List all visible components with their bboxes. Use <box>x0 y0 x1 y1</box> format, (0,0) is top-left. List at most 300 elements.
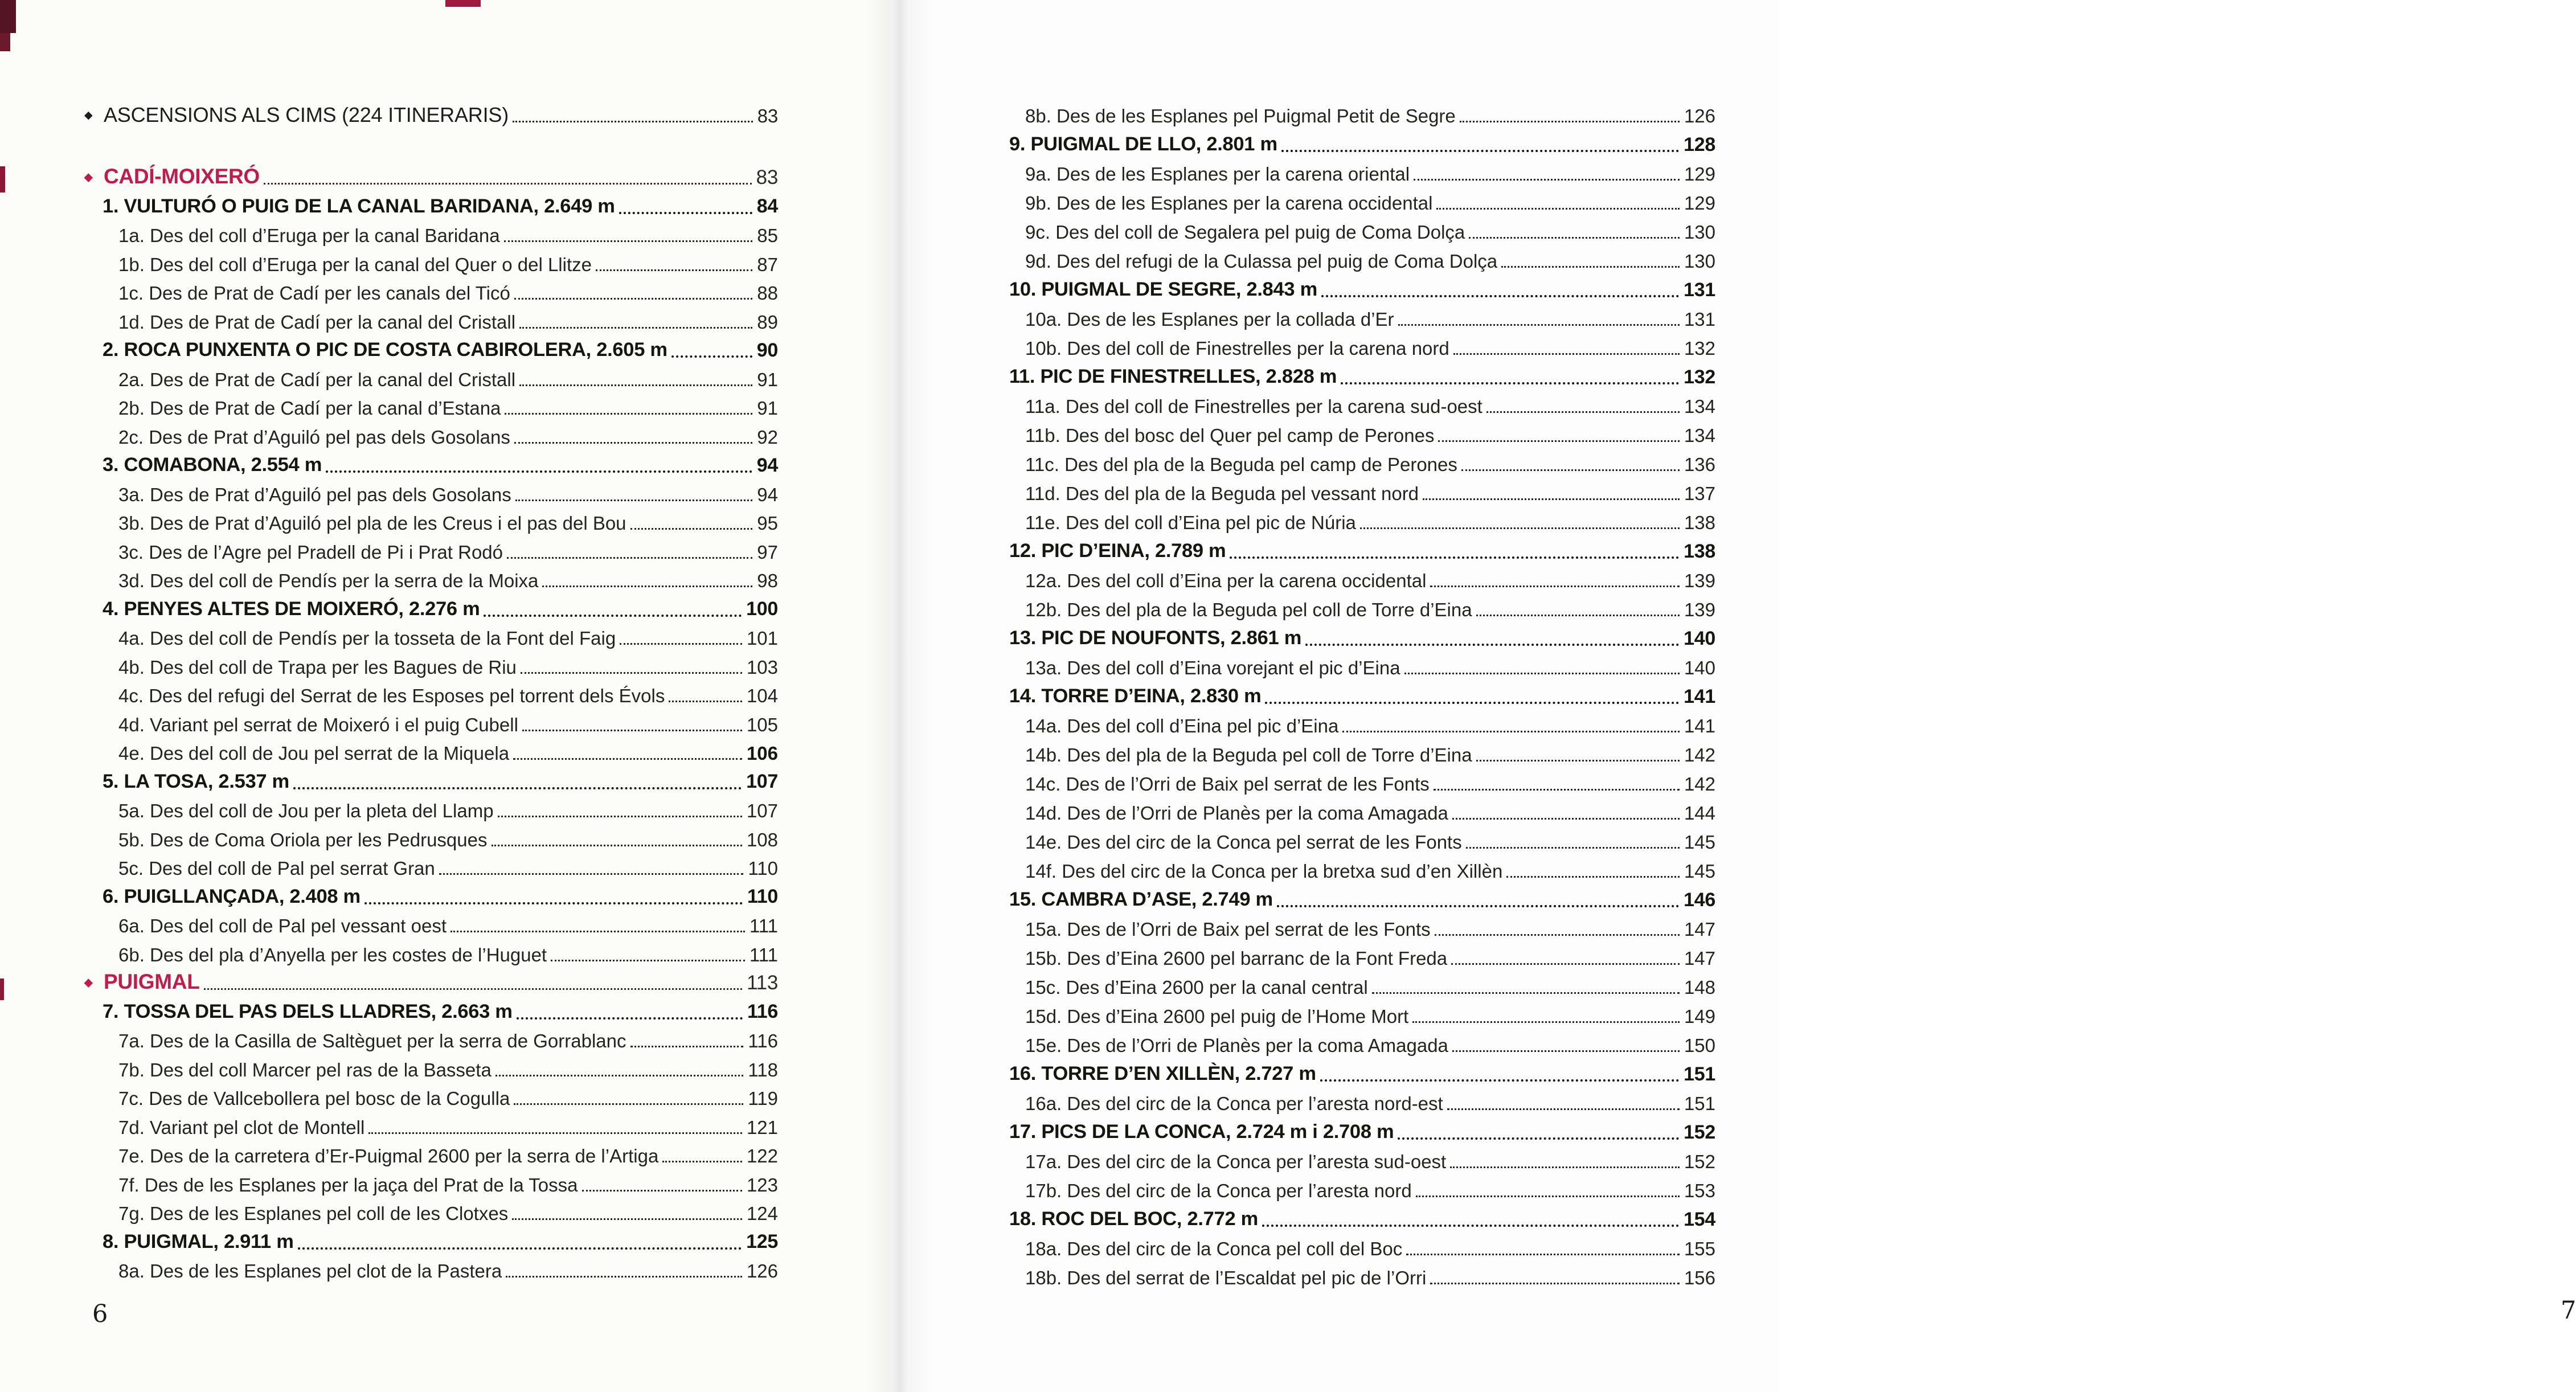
dot-leader <box>1230 556 1679 559</box>
dot-leader <box>514 442 752 444</box>
toc-entry-label: 9d. Des del refugi de la Culassa pel puig de Coma Dolça <box>1025 251 1498 272</box>
toc-entry-page: 116 <box>747 1001 778 1023</box>
toc-entry-page: 141 <box>1684 715 1715 737</box>
toc-entry-label: 7d. Variant pel clot de Montell <box>118 1116 365 1138</box>
dot-leader <box>492 845 742 846</box>
dot-leader <box>1305 644 1679 646</box>
toc-entry-label: 3b. Des de Prat d’Aguiló pel pla de les Creus i el pas del Bou <box>118 513 626 534</box>
toc-entry-page: 128 <box>1684 133 1715 155</box>
toc-entry <box>991 1231 1715 1260</box>
toc-entry-label: 7. TOSSA DEL PAS DELS LLADRES, 2.663 m <box>103 1000 513 1022</box>
toc-entry-label: 1a. Des del coll d’Eruga per la canal Baridana <box>118 225 500 247</box>
toc-entry-page: 95 <box>757 513 778 534</box>
dot-leader <box>582 1190 742 1192</box>
toc-entry <box>84 1139 778 1168</box>
toc-entry <box>991 621 1715 650</box>
toc-entry-label: 11d. Des del pla de la Beguda pel vessant nord <box>1025 483 1419 505</box>
dot-leader <box>1447 1108 1680 1110</box>
dot-leader <box>630 528 753 530</box>
toc-entry-page: 138 <box>1684 540 1715 562</box>
dot-leader <box>1501 266 1680 268</box>
toc-entry-page: 147 <box>1684 948 1715 969</box>
toc-entry <box>84 362 778 391</box>
dot-leader <box>1460 121 1680 122</box>
toc-entry <box>84 1196 778 1225</box>
toc-entry-page: 111 <box>749 915 778 937</box>
dot-leader <box>519 327 752 329</box>
toc-entry-label: 11c. Des del pla de la Beguda pel camp de Perones <box>1025 454 1457 476</box>
dot-leader <box>1453 353 1680 355</box>
dot-leader <box>671 355 752 358</box>
toc-entry-label: 18b. Des del serrat de l’Escaldat pel pic de l’Orri <box>1025 1267 1427 1289</box>
dot-leader <box>1461 469 1680 471</box>
dot-leader <box>1341 382 1679 384</box>
toc-entry <box>84 649 778 678</box>
toc-entry-label: 10a. Des de les Esplanes per la collada d’Er <box>1025 309 1394 330</box>
toc-entry-page: 107 <box>746 771 778 793</box>
toc-entry-page: 91 <box>757 369 778 390</box>
toc-entry-label: 2b. Des de Prat de Cadí per la canal d’Estana <box>118 398 501 419</box>
dot-leader <box>1277 905 1679 907</box>
page-right <box>890 0 2576 1392</box>
toc-entry-label: 6a. Des del coll de Pal pel vessant oest <box>118 915 447 937</box>
toc-entry <box>84 1254 778 1283</box>
toc-entry-page: 92 <box>757 426 778 448</box>
dot-leader <box>620 643 742 645</box>
toc-entry <box>991 1027 1715 1057</box>
toc-entry-page: 119 <box>748 1088 778 1109</box>
dot-leader <box>507 557 752 559</box>
toc-entry <box>84 1081 778 1110</box>
toc-entry <box>991 563 1715 592</box>
dot-leader <box>515 500 753 501</box>
toc-entry <box>991 824 1715 853</box>
toc-entry-label: 18a. Des del circ de la Conca pel coll del Boc <box>1025 1238 1403 1260</box>
toc-entry <box>84 247 778 276</box>
toc-entry <box>991 272 1715 301</box>
toc-entry-label: ASCENSIONS ALS CIMS (224 ITINERARIS) <box>104 103 509 127</box>
toc-entry-page: 126 <box>746 1260 778 1282</box>
dot-leader <box>542 586 752 587</box>
toc-entry-page: 88 <box>757 283 778 304</box>
diamond-bullet-icon: ◆ <box>84 109 93 121</box>
toc-entry-label: 15. CAMBRA D’ASE, 2.749 m <box>1009 889 1273 911</box>
dot-leader <box>504 240 753 242</box>
toc-entry <box>991 301 1715 330</box>
toc-entry-label: 1. VULTURÓ O PUIG DE LA CANAL BARIDANA, 2.649 m <box>103 195 615 217</box>
toc-entry-page: 87 <box>757 253 778 275</box>
toc-entry-label: 9b. Des de les Esplanes per la carena occidental <box>1025 193 1433 214</box>
toc-entry-label: 17b. Des del circ de la Conca per l’aresta nord <box>1025 1180 1412 1202</box>
toc-entry <box>84 98 778 127</box>
toc-entry-page: 98 <box>757 570 778 592</box>
dot-leader <box>1452 1050 1680 1052</box>
toc-entry <box>991 1260 1715 1289</box>
dot-leader <box>1506 876 1680 878</box>
dot-leader <box>1451 963 1680 965</box>
toc-entry-label: 14c. Des de l’Orri de Baix pel serrat de les Fonts <box>1025 773 1430 795</box>
toc-entry-label: 9c. Des del coll de Segalera pel puig de Coma Dolça <box>1025 222 1465 243</box>
dot-leader <box>1466 847 1680 849</box>
toc-entry <box>991 447 1715 476</box>
toc-entry-label: 15d. Des d’Eina 2600 pel puig de l’Home Mort <box>1025 1006 1409 1027</box>
toc-entry <box>991 795 1715 824</box>
dot-leader <box>1476 615 1680 616</box>
dot-leader <box>326 470 752 473</box>
toc-entry <box>991 882 1715 911</box>
dot-leader <box>1486 411 1680 413</box>
toc-entry-label: 17a. Des del circ de la Conca per l’aresta sud-oest <box>1025 1151 1447 1173</box>
dot-leader <box>519 384 752 386</box>
dot-leader <box>521 672 742 674</box>
toc-entry-label: 4b. Des del coll de Trapa per les Bagues de Riu <box>118 656 517 678</box>
toc-entry-label: 4a. Des del coll de Pendís per la tosseta de la Font del Faig <box>118 628 616 649</box>
toc-entry-page: 137 <box>1684 483 1715 505</box>
toc-entry-label: CADÍ-MOIXERÓ <box>104 165 260 189</box>
toc-entry-label: 9. PUIGMAL DE LLO, 2.801 m <box>1009 133 1277 155</box>
toc-entry-label: 14b. Des del pla de la Beguda pel coll de Torre d’Eina <box>1025 744 1472 766</box>
toc-entry <box>991 330 1715 359</box>
toc-entry <box>84 477 778 506</box>
toc-entry <box>84 1023 778 1053</box>
toc-entry-page: 106 <box>746 743 778 764</box>
toc-left-column <box>84 98 778 1282</box>
toc-entry-page: 140 <box>1684 657 1715 679</box>
page-number-left: 6 <box>92 1300 108 1328</box>
toc-entry <box>84 994 778 1023</box>
toc-entry-label: 15c. Des d’Eina 2600 per la canal central <box>1025 977 1368 998</box>
toc-entry-page: 149 <box>1684 1006 1715 1027</box>
toc-entry <box>991 156 1715 185</box>
toc-entry <box>991 417 1715 447</box>
toc-entry-page: 131 <box>1684 309 1715 330</box>
toc-entry-page: 136 <box>1684 454 1715 476</box>
toc-entry-page: 142 <box>1684 744 1715 766</box>
page-number-right: 7 <box>2561 1296 2576 1325</box>
toc-entry-page: 150 <box>1684 1035 1715 1057</box>
dot-leader <box>365 902 743 904</box>
toc-entry-label: 1b. Des del coll d’Eruga per la canal del Quer o del Llitze <box>118 253 592 275</box>
toc-entry <box>84 1109 778 1139</box>
toc-entry-page: 151 <box>1684 1063 1715 1085</box>
toc-entry-page: 152 <box>1684 1121 1715 1143</box>
toc-entry-label: 6b. Des del pla d’Anyella per les costes de l’Huguet <box>118 944 547 965</box>
toc-entry-label: 14d. Des de l’Orri de Planès per la coma Amagada <box>1025 803 1448 824</box>
toc-entry-label: PUIGMAL <box>104 970 200 994</box>
dot-leader <box>204 988 743 990</box>
toc-entry-label: 6. PUIGLLANÇADA, 2.408 m <box>103 885 361 907</box>
toc-entry <box>84 851 778 880</box>
toc-entry-page: 83 <box>757 105 778 126</box>
page-left <box>0 0 890 1392</box>
toc-entry-label: 5a. Des del coll de Jou per la pleta del Llamp <box>118 800 494 822</box>
toc-entry-label: 3. COMABONA, 2.554 m <box>103 454 322 476</box>
toc-entry <box>84 1052 778 1081</box>
toc-entry <box>84 908 778 937</box>
toc-entry-label: 14f. Des del circ de la Conca per la bretxa sud d’en Xillèn <box>1025 861 1503 882</box>
dot-leader <box>1450 1166 1680 1168</box>
toc-entry-page: 147 <box>1684 919 1715 940</box>
toc-entry-page: 126 <box>1684 105 1715 127</box>
dot-leader <box>1404 673 1680 674</box>
toc-entry-label: 3a. Des de Prat d’Aguiló pel pas dels Gosolans <box>118 484 511 505</box>
dot-leader <box>1423 498 1680 500</box>
toc-entry <box>991 185 1715 214</box>
toc-entry <box>84 736 778 765</box>
toc-entry <box>991 592 1715 621</box>
toc-entry-page: 123 <box>746 1174 778 1196</box>
dot-leader <box>1416 1196 1680 1197</box>
toc-entry <box>84 161 778 190</box>
dot-leader <box>1281 150 1679 152</box>
toc-entry <box>991 853 1715 882</box>
toc-entry <box>84 276 778 305</box>
toc-entry-label: 2c. Des de Prat d’Aguiló pel pas dels Gosolans <box>118 426 510 448</box>
toc-entry-page: 100 <box>746 598 778 620</box>
dot-leader <box>506 1276 742 1278</box>
toc-entry-label: 4d. Variant pel serrat de Moixeró i el puig Cubell <box>118 714 518 735</box>
toc-entry-label: 2. ROCA PUNXENTA O PIC DE COSTA CABIROLERA, 2.605 m <box>103 339 667 361</box>
dot-leader <box>517 1017 743 1020</box>
dot-leader <box>1438 440 1679 442</box>
toc-entry-page: 132 <box>1684 366 1715 388</box>
toc-entry-label: 3d. Des del coll de Pendís per la serra de la Moixa <box>118 570 539 592</box>
toc-entry-page: 121 <box>746 1116 778 1138</box>
toc-entry-label: 15e. Des de l’Orri de Planès per la coma Amagada <box>1025 1035 1448 1057</box>
diamond-bullet-icon: ◆ <box>84 171 93 184</box>
toc-entry <box>84 879 778 908</box>
dot-leader <box>669 701 742 702</box>
dot-leader <box>1412 1021 1680 1023</box>
toc-section-gap <box>84 127 778 161</box>
toc-entry-label: 10. PUIGMAL DE SEGRE, 2.843 m <box>1009 279 1317 301</box>
dot-leader <box>522 730 742 731</box>
dot-leader <box>439 873 744 875</box>
toc-entry <box>991 214 1715 243</box>
dot-leader <box>1321 295 1679 297</box>
toc-entry-page: 156 <box>1684 1267 1715 1289</box>
toc-entry-label: 14e. Des del circ de la Conca pel serrat de les Fonts <box>1025 832 1462 853</box>
toc-entry-page: 91 <box>757 398 778 419</box>
toc-entry-label: 4. PENYES ALTES DE MOIXERÓ, 2.276 m <box>103 597 480 620</box>
diamond-bullet-icon: ◆ <box>84 977 93 989</box>
toc-entry <box>991 476 1715 505</box>
toc-entry-page: 103 <box>746 656 778 678</box>
dot-leader <box>1398 1137 1679 1140</box>
dot-leader <box>1360 527 1680 529</box>
dot-leader <box>451 931 745 932</box>
toc-entry-label: 10b. Des del coll de Finestrelles per la carena nord <box>1025 338 1449 359</box>
dot-leader <box>551 960 745 961</box>
toc-entry-label: 3c. Des de l’Agre pel Pradell de Pi i Prat Rodó <box>118 541 503 563</box>
toc-entry-page: 125 <box>746 1231 778 1253</box>
dot-leader <box>1434 789 1680 791</box>
toc-entry-label: 16. TORRE D’EN XILLÈN, 2.727 m <box>1009 1063 1316 1085</box>
toc-entry <box>84 304 778 333</box>
toc-entry-page: 139 <box>1684 570 1715 592</box>
toc-entry-page: 140 <box>1684 627 1715 649</box>
toc-entry-page: 151 <box>1684 1093 1715 1115</box>
toc-entry-label: 9a. Des de les Esplanes per la carena oriental <box>1025 163 1410 185</box>
dot-leader <box>630 1046 744 1047</box>
toc-entry-page: 154 <box>1684 1208 1715 1230</box>
toc-entry <box>991 1115 1715 1144</box>
toc-entry <box>84 707 778 736</box>
dot-leader <box>298 1247 742 1250</box>
toc-entry-page: 101 <box>746 628 778 649</box>
toc-entry-page: 89 <box>757 311 778 333</box>
toc-entry-page: 94 <box>756 454 778 476</box>
toc-entry-page: 116 <box>748 1030 778 1052</box>
toc-entry <box>991 679 1715 708</box>
toc-entry-page: 85 <box>757 225 778 247</box>
toc-entry <box>84 333 778 362</box>
toc-entry-label: 7g. Des de les Esplanes pel coll de les Clotxes <box>118 1203 509 1225</box>
dot-leader <box>498 816 742 817</box>
toc-entry <box>991 1144 1715 1173</box>
toc-entry <box>84 448 778 477</box>
toc-entry-page: 108 <box>746 829 778 850</box>
toc-entry <box>991 998 1715 1027</box>
dot-leader <box>1435 934 1680 936</box>
toc-entry-page: 90 <box>756 339 778 361</box>
toc-entry-page: 145 <box>1684 832 1715 853</box>
toc-entry-page: 107 <box>746 800 778 822</box>
toc-entry-page: 94 <box>757 484 778 505</box>
toc-entry-page: 132 <box>1684 338 1715 359</box>
toc-entry <box>84 1167 778 1196</box>
toc-entry-label: 14a. Des del coll d’Eina pel pic d’Eina <box>1025 715 1339 737</box>
toc-entry-label: 11b. Des del bosc del Quer pel camp de Perones <box>1025 425 1435 447</box>
toc-entry <box>991 534 1715 563</box>
toc-entry <box>84 391 778 420</box>
dot-leader <box>619 212 752 214</box>
toc-entry-label: 7f. Des de les Esplanes per la jaça del Prat de la Tossa <box>118 1174 578 1196</box>
toc-entry-label: 11. PIC DE FINESTRELLES, 2.828 m <box>1009 366 1337 388</box>
toc-entry-page: 130 <box>1684 222 1715 243</box>
dot-leader <box>1430 1283 1680 1284</box>
toc-entry <box>991 1086 1715 1115</box>
toc-entry-page: 129 <box>1684 193 1715 214</box>
toc-entry <box>84 419 778 448</box>
dot-leader <box>1452 818 1680 820</box>
toc-entry-label: 7c. Des de Vallcebollera pel bosc de la Cogulla <box>118 1088 510 1109</box>
dot-leader <box>484 615 742 617</box>
toc-entry-label: 2a. Des de Prat de Cadí per la canal del Cristall <box>118 369 516 390</box>
dot-leader <box>514 1103 743 1105</box>
toc-entry-page: 110 <box>748 858 778 879</box>
toc-entry-label: 18. ROC DEL BOC, 2.772 m <box>1009 1208 1258 1230</box>
toc-entry-label: 5. LA TOSA, 2.537 m <box>103 770 289 792</box>
toc-entry <box>991 98 1715 127</box>
toc-entry <box>991 650 1715 679</box>
toc-entry <box>84 563 778 592</box>
toc-entry-label: 5c. Des del coll de Pal pel serrat Gran <box>118 858 435 879</box>
toc-entry-page: 97 <box>757 541 778 563</box>
dot-leader <box>512 1218 742 1220</box>
toc-entry <box>991 737 1715 766</box>
dot-leader <box>1320 1079 1679 1082</box>
toc-entry-page: 153 <box>1684 1180 1715 1202</box>
toc-entry <box>84 1225 778 1254</box>
dot-leader <box>1342 731 1680 732</box>
toc-entry-page: 142 <box>1684 773 1715 795</box>
toc-entry <box>991 1202 1715 1231</box>
dot-leader <box>505 413 752 415</box>
toc-entry-page: 105 <box>746 714 778 735</box>
toc-entry-label: 14. TORRE D’EINA, 2.830 m <box>1009 685 1262 707</box>
toc-entry-label: 8a. Des de les Esplanes pel clot de la Pastera <box>118 1260 502 1282</box>
toc-entry-page: 122 <box>746 1145 778 1167</box>
dot-leader <box>293 787 742 789</box>
toc-entry-label: 15a. Des de l’Orri de Baix pel serrat de les Fonts <box>1025 919 1431 940</box>
toc-entry <box>991 766 1715 795</box>
toc-entry-page: 155 <box>1684 1238 1715 1260</box>
dot-leader <box>1430 586 1680 587</box>
toc-entry-label: 4e. Des del coll de Jou pel serrat de la Miquela <box>118 743 510 764</box>
toc-entry-label: 12b. Des del pla de la Beguda pel coll de Torre d’Eina <box>1025 599 1472 621</box>
toc-entry-page: 131 <box>1684 279 1715 301</box>
dot-leader <box>368 1132 742 1134</box>
dot-leader <box>1476 760 1680 761</box>
toc-entry-page: 134 <box>1684 396 1715 417</box>
toc-entry <box>991 940 1715 969</box>
toc-entry <box>991 127 1715 156</box>
toc-entry-label: 4c. Des del refugi del Serrat de les Esposes pel torrent dels Évols <box>118 685 665 707</box>
toc-entry-label: 15b. Des d’Eina 2600 pel barranc de la Font Freda <box>1025 948 1448 969</box>
dot-leader <box>662 1161 742 1162</box>
toc-entry-page: 84 <box>756 195 778 218</box>
toc-entry-page: 141 <box>1684 685 1715 707</box>
toc-entry-page: 148 <box>1684 977 1715 998</box>
dot-leader <box>1469 237 1680 239</box>
toc-entry <box>84 621 778 650</box>
dot-leader <box>513 121 753 122</box>
toc-entry <box>991 359 1715 388</box>
toc-entry <box>84 534 778 563</box>
dot-leader <box>1262 1225 1679 1227</box>
toc-entry-page: 139 <box>1684 599 1715 621</box>
toc-entry-page: 130 <box>1684 251 1715 272</box>
toc-entry <box>84 678 778 707</box>
dot-leader <box>1372 992 1680 994</box>
toc-entry-label: 11a. Des del coll de Finestrelles per la carena sud-oest <box>1025 396 1482 417</box>
toc-entry-page: 111 <box>749 944 778 965</box>
toc-entry-page: 134 <box>1684 425 1715 447</box>
toc-entry-label: 8. PUIGMAL, 2.911 m <box>103 1230 294 1252</box>
toc-entry-page: 110 <box>747 886 778 908</box>
dot-leader <box>514 298 752 300</box>
toc-entry-label: 17. PICS DE LA CONCA, 2.724 m i 2.708 m <box>1009 1121 1394 1143</box>
toc-entry-page: 146 <box>1684 889 1715 911</box>
toc-entry-label: 11e. Des del coll d’Eina pel pic de Núria <box>1025 512 1356 534</box>
toc-entry-label: 12a. Des del coll d’Eina per la carena occidental <box>1025 570 1427 592</box>
toc-entry-label: 7b. Des del coll Marcer pel ras de la Basseta <box>118 1059 492 1080</box>
toc-entry <box>84 189 778 218</box>
toc-entry-label: 13a. Des del coll d’Eina vorejant el pic d’Eina <box>1025 657 1400 679</box>
toc-entry-page: 113 <box>747 971 778 994</box>
toc-entry <box>84 793 778 822</box>
toc-entry-page: 104 <box>746 685 778 707</box>
toc-entry <box>991 1057 1715 1086</box>
toc-entry <box>84 764 778 793</box>
toc-entry-label: 5b. Des de Coma Oriola per les Pedrusques <box>118 829 488 850</box>
toc-entry-label: 1c. Des de Prat de Cadí per les canals del Ticó <box>118 283 510 304</box>
toc-entry-page: 144 <box>1684 803 1715 824</box>
toc-right-column <box>991 98 1715 1289</box>
toc-entry-label: 12. PIC D’EINA, 2.789 m <box>1009 540 1226 562</box>
toc-entry <box>84 592 778 621</box>
